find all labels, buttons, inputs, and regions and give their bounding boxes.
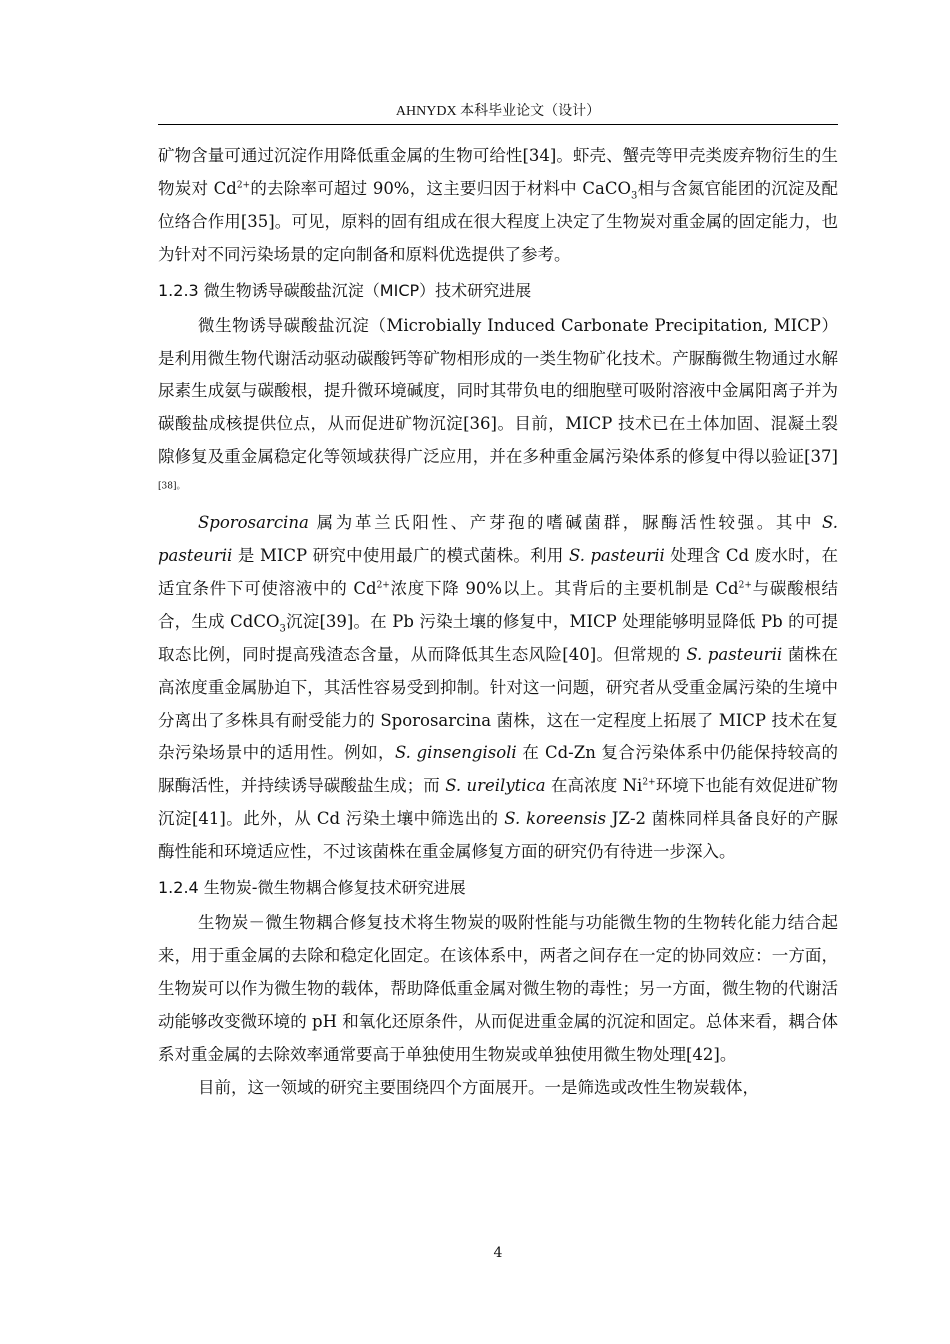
paragraph-coupled-remediation: 生物炭－微生物耦合修复技术将生物炭的吸附性能与功能微生物的生物转化能力结合起来，用于重金属的去除和稳定化固定。在该体系中，两者之间存在一定的协同效应：一方面，生物炭可以作为微生物的载体，帮助降低重金属对微生物的毒性；另一方面，微生物的代谢活动能够改变微环境的 pH 和氧化还原条件，从而促进重金属的沉淀和固定。总体来看，耦合体系对重金属的去除效率通常要高于单独使用生物炭或单独使用微生物处理[42]。: [158, 913, 838, 1064]
paragraph-micp-intro: 微生物诱导碳酸盐沉淀（Microbially Induced Carbonate Precipitation, MICP）是利用微生物代谢活动驱动碳酸钙等矿物相形成的一类生物矿化技术。产脲酶微生物通过水解尿素生成氨与碳酸根，提升微环境碱度，同时其带负电的细胞壁可吸附溶液中金属阳离子并为碳酸盐成核提供位点，从而促进矿物沉淀[36]。目前，MICP 技术已在土体加固、混凝土裂隙修复及重金属稳定化等领域获得广泛应用，并在多种重金属污染体系的修复中得以验证$[37]^{[38]。}$: [158, 315, 838, 492]
paragraph-research-directions: 目前，这一领域的研究主要围绕四个方面展开。一是筛选或改性生物炭载体，: [198, 1077, 759, 1097]
page-header: AHNYDX 本科毕业论文（设计）: [395, 104, 601, 119]
paragraph-sporosarcina: Sporosarcina 属为革兰氏阳性、产芽孢的嗜碱菌群，脲酶活性较强。其中 S. pasteurii 是 MICP 研究中使用最广的模式菌株。利用 S. pasteurii 处理含 Cd 废水时，在适宜条件下可使溶液中的 $Cd^{2+}$浓度下降 90%以上。其背后的主要机制是 $Cd^{2+}$与碳酸根结合，生成 CdCO$_3$沉淀[39]。在 Pb 污染土壤的修复中，MICP 处理能够明显降低 Pb 的可提取态比例，同时提高残渣态含量，从而降低其生态风险[40]。但常规的 S. pasteurii 菌株在高浓度重金属胁迫下，其活性容易受到抑制。针对这一问题，研究者从受重金属污染的生境中分离出了多株具有耐受能力的 Sporosarcina 菌株，这在一定程度上拓展了 MICP 技术在复杂污染场景中的适用性。例如，S. ginsengisoli 在 Cd-Zn 复合污染体系中仍能保持较高的脲酶活性，并持续诱导碳酸盐生成；而 S. ureilytica 在高浓度 $Ni^{2+}$环境下也能有效促进矿物沉淀[41]。此外，从 Cd 污染土壤中筛选出的 S. koreensis JZ-2 菌株同样具备良好的产脲酶性能和环境适应性，不过该菌株在重金属修复方面的研究仍有待进一步深入。: [158, 513, 839, 862]
section-heading-1-2-3: 1.2.3 微生物诱导碳酸盐沉淀（MICP）技术研究进展: [158, 280, 532, 300]
document-body: [158, 140, 838, 1104]
section-heading-1-2-4: 1.2.4 生物炭-微生物耦合修复技术研究进展: [158, 878, 466, 898]
page-number: 4: [493, 1245, 503, 1261]
header-rule: [158, 124, 838, 125]
paragraph-biochar-minerals: 矿物含量可通过沉淀作用降低重金属的生物可给性[34]。虾壳、蟹壳等甲壳类废弃物衍生的生物炭对 $Cd^{2+}$的去除率可超过 90%，这主要归因于材料中 CaCO$_3$相与含氮官能团的沉淀及配位络合作用[35]。可见，原料的固有组成在很大程度上决定了生物炭对重金属的固定能力，也为针对不同污染场景的定向制备和原料优选提供了参考。: [158, 146, 838, 264]
